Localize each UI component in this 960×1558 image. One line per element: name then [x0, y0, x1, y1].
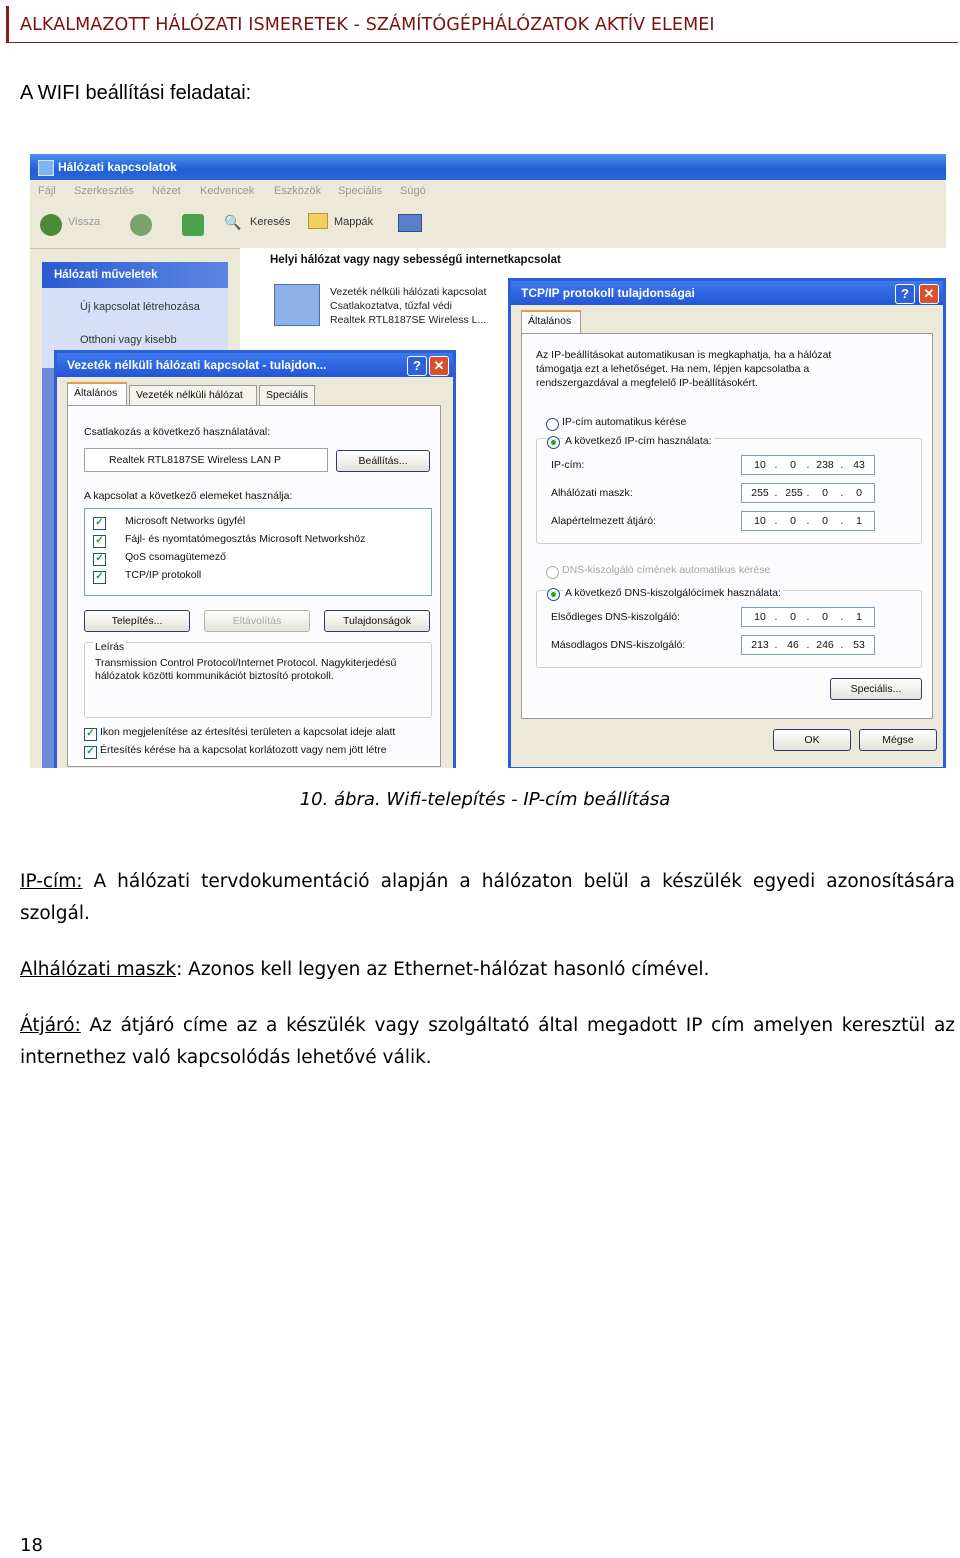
page-header — [0, 0, 960, 44]
task-new-connection[interactable]: Új kapcsolat létrehozása — [80, 301, 200, 313]
auto-dns-radio — [546, 566, 559, 579]
figure-caption: 10. ábra. Wifi-telepítés - IP-cím beállítása — [299, 789, 671, 810]
component-item[interactable]: QoS csomagütemező — [125, 551, 226, 563]
components-list — [84, 508, 432, 596]
text-gateway: Az átjáró címe az a készülék vagy szolgáltató által megadott IP cím amelyen keresztül az internethez való kapcsolódás lehetővé válik. — [20, 1015, 955, 1068]
dns1-octet: 0 — [822, 611, 828, 623]
properties-dialog-titlebar — [57, 353, 453, 377]
task-home-network[interactable]: Otthoni vagy kisebb — [80, 334, 177, 346]
mask-octet: 255 — [785, 487, 803, 499]
paragraph-gateway — [20, 1010, 955, 1074]
dns2-octet: 53 — [853, 639, 865, 651]
dns1-octet: 0 — [790, 611, 796, 623]
menu-item[interactable]: Speciális — [338, 185, 383, 197]
adapter-name: Realtek RTL8187SE Wireless LAN P — [109, 454, 281, 466]
tray-icon-label: Ikon megjelenítése az értesítési területen a kapcsolat ideje alatt — [100, 726, 396, 738]
term-gateway: Átjáró: — [20, 1015, 81, 1036]
dns2-octet: 213 — [751, 639, 769, 651]
components-label: A kapcsolat a következő elemeket használja: — [84, 490, 293, 502]
adapter-field — [84, 448, 328, 472]
subnet-mask-field[interactable]: 255 . 255 . 0 . 0 — [741, 483, 875, 503]
mask-octet: 0 — [856, 487, 862, 499]
toolbar — [30, 202, 946, 249]
connect-using-label: Csatlakozás a következő használatával: — [84, 426, 271, 438]
dns-group — [536, 587, 922, 668]
auto-ip-radio[interactable] — [546, 418, 559, 431]
auto-dns-label: DNS-kiszolgáló címének automatikus kérése — [562, 564, 771, 576]
dns1-octet: 1 — [856, 611, 862, 623]
component-item[interactable]: Fájl- és nyomtatómegosztás Microsoft Networkshöz — [125, 533, 366, 545]
manual-dns-radio[interactable] — [547, 588, 560, 601]
secondary-dns-label: Másodlagos DNS-kiszolgáló: — [551, 639, 686, 651]
network-folder-icon — [38, 160, 54, 176]
tasks-title: Hálózati műveletek — [54, 269, 158, 281]
wireless-network-icon[interactable] — [274, 284, 320, 326]
component-item[interactable]: Microsoft Networks ügyfél — [125, 515, 246, 527]
tcpip-intro: Az IP-beállításokat automatikusan is megkaphatja, ha a hálózat támogatja ezt a lehetőséget. Ha nem, lépjen kapcsolatba a rendszergazdával a megfelelő IP-beállításokért. — [536, 349, 832, 389]
properties-dialog-title: Vezeték nélküli hálózati kapcsolat - tulajdon... — [67, 358, 327, 372]
gateway-octet: 0 — [790, 515, 796, 527]
primary-dns-field[interactable]: 10 . 0 . 0 . 1 — [741, 607, 875, 627]
menu-bar — [30, 180, 946, 202]
manual-ip-label: A következő IP-cím használata: — [565, 435, 712, 447]
window-titlebar — [30, 154, 946, 180]
cancel-button[interactable]: Mégse — [859, 729, 937, 751]
tasks-header — [42, 262, 228, 288]
page-number: 18 — [20, 1535, 43, 1556]
notify-checkbox[interactable]: ✓ — [84, 746, 97, 759]
subnet-mask-label: Alhálózati maszk: — [551, 487, 633, 499]
manual-dns-label: A következő DNS-kiszolgálócímek használata: — [565, 587, 781, 599]
help-icon[interactable]: ? — [407, 356, 427, 376]
mask-octet: 255 — [751, 487, 769, 499]
connection-adapter: Realtek RTL8187SE Wireless L... — [330, 314, 487, 326]
ip-address-label: IP-cím: — [551, 459, 585, 471]
connection-status: Csatlakoztatva, tűzfal védi — [330, 300, 452, 312]
folders-icon — [308, 213, 328, 229]
ip-octet: 238 — [816, 459, 834, 471]
description-group — [84, 642, 432, 718]
forward-arrow-icon[interactable] — [130, 214, 152, 236]
properties-dialog — [54, 350, 456, 768]
ip-octet: 43 — [853, 459, 865, 471]
menu-item[interactable]: Eszközök — [274, 185, 322, 197]
tab-advanced[interactable]: Speciális — [259, 385, 315, 405]
ip-octet: 10 — [754, 459, 766, 471]
component-checkbox[interactable]: ✓ — [93, 553, 106, 566]
header-accent-bar — [6, 6, 9, 42]
header-title: ALKALMAZOTT HÁLÓZATI ISMERETEK - SZÁMÍTÓGÉPHÁLÓZATOK AKTÍV ELEMEI — [20, 15, 715, 35]
description-label: Leírás — [95, 641, 125, 653]
ip-group — [536, 435, 922, 544]
properties-button[interactable]: Tulajdonságok — [324, 610, 430, 632]
menu-item[interactable]: Szerkesztés — [74, 185, 134, 197]
tab-wireless[interactable]: Vezeték nélküli hálózat — [129, 385, 257, 405]
back-button[interactable]: Vissza — [68, 216, 101, 228]
close-icon[interactable]: ✕ — [429, 356, 449, 376]
gateway-octet: 1 — [856, 515, 862, 527]
gateway-octet: 10 — [754, 515, 766, 527]
connection-name[interactable]: Vezeték nélküli hálózati kapcsolat — [330, 286, 487, 298]
remove-button: Eltávolítás — [204, 610, 310, 632]
gateway-octet: 0 — [822, 515, 828, 527]
description-text: Transmission Control Protocol/Internet Protocol. Nagykiterjedésű hálózatok közötti kommunikációt biztosító protokoll. — [95, 657, 397, 682]
window-title: Hálózati kapcsolatok — [58, 160, 177, 174]
tcpip-dialog-title: TCP/IP protokoll tulajdonságai — [521, 286, 695, 300]
component-checkbox[interactable]: ✓ — [93, 535, 106, 548]
menu-item[interactable]: Súgó — [400, 185, 426, 197]
dns2-octet: 46 — [787, 639, 799, 651]
paragraph-ip — [20, 866, 955, 930]
connections-heading: Helyi hálózat vagy nagy sebességű internetkapcsolat — [270, 254, 561, 266]
tcpip-dialog — [508, 278, 946, 768]
paragraph-mask — [20, 954, 955, 986]
tcpip-dialog-titlebar — [511, 281, 943, 305]
manual-ip-radio[interactable] — [547, 436, 560, 449]
dns1-octet: 10 — [754, 611, 766, 623]
install-button[interactable]: Telepítés... — [84, 610, 190, 632]
secondary-dns-field[interactable]: 213 . 46 . 246 . 53 — [741, 635, 875, 655]
folders-button[interactable]: Mappák — [334, 216, 374, 228]
figure-screenshot — [30, 154, 946, 768]
search-icon: 🔍 — [224, 214, 242, 230]
menu-item[interactable]: Fájl — [38, 185, 56, 197]
menu-item[interactable]: Kedvencek — [200, 185, 255, 197]
tcpip-panel — [521, 333, 933, 719]
component-checkbox[interactable]: ✓ — [93, 571, 106, 584]
gateway-field[interactable]: 10 . 0 . 0 . 1 — [741, 511, 875, 531]
ok-button[interactable]: OK — [773, 729, 851, 751]
back-arrow-icon[interactable] — [40, 214, 62, 236]
component-item[interactable]: TCP/IP protokoll — [125, 569, 202, 581]
close-icon[interactable]: ✕ — [919, 284, 939, 304]
component-checkbox[interactable]: ✓ — [93, 517, 106, 530]
configure-button[interactable]: Beállítás... — [336, 450, 430, 472]
term-ip: IP-cím: — [20, 871, 83, 892]
mask-octet: 0 — [822, 487, 828, 499]
gateway-label: Alapértelmezett átjáró: — [551, 515, 657, 527]
notify-label: Értesítés kérése ha a kapcsolat korlátozott vagy nem jött létre — [100, 744, 387, 756]
primary-dns-label: Elsődleges DNS-kiszolgáló: — [551, 611, 680, 623]
section-heading: A WIFI beállítási feladatai: — [20, 82, 252, 104]
menu-item[interactable]: Nézet — [152, 185, 181, 197]
header-rule — [6, 42, 958, 43]
tab-general[interactable]: Általános — [521, 310, 581, 334]
search-button[interactable]: Keresés — [250, 216, 291, 228]
up-folder-icon[interactable] — [182, 214, 204, 236]
ip-address-field[interactable]: 10 . 0 . 238 . 43 — [741, 455, 875, 475]
views-icon[interactable] — [398, 214, 422, 232]
text-mask: : Azonos kell legyen az Ethernet-hálózat hasonló címével. — [176, 959, 710, 980]
tray-icon-checkbox[interactable]: ✓ — [84, 728, 97, 741]
auto-ip-label: IP-cím automatikus kérése — [562, 416, 687, 428]
advanced-button[interactable]: Speciális... — [830, 678, 922, 700]
text-ip: A hálózati tervdokumentáció alapján a hálózaton belül a készülék egyedi azonosítására szolgál. — [20, 871, 955, 924]
general-panel — [67, 405, 441, 767]
dns2-octet: 246 — [816, 639, 834, 651]
ip-octet: 0 — [790, 459, 796, 471]
help-icon[interactable]: ? — [895, 284, 915, 304]
tab-general[interactable]: Általános — [67, 382, 127, 406]
term-mask: Alhálózati maszk — [20, 959, 177, 980]
